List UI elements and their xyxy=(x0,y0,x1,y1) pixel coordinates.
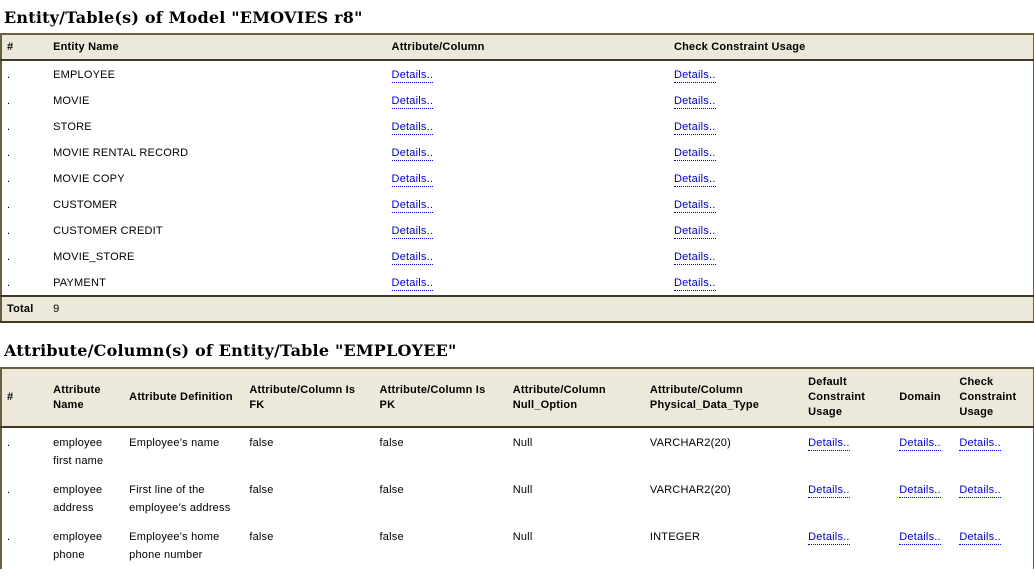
attribute-details-link[interactable]: Details.. xyxy=(391,147,434,159)
attribute-details-cell xyxy=(387,87,669,113)
check-details-cell xyxy=(669,87,1034,113)
table-row xyxy=(1,427,1034,475)
domain-details-cell xyxy=(894,475,954,522)
domain-details-link[interactable]: Details.. xyxy=(899,484,941,496)
domain-details-link[interactable]: Details.. xyxy=(899,437,941,449)
row-number: . xyxy=(7,251,11,263)
row-number: . xyxy=(7,277,11,289)
entities-header-row xyxy=(1,34,1034,60)
check-details-link[interactable]: Details.. xyxy=(673,199,716,211)
attribute-is-fk: false xyxy=(249,484,274,496)
entities-section-title: Entity/Table(s) of Model "EMOVIES r8" xyxy=(4,8,363,27)
table-row xyxy=(1,165,1034,191)
check-details-cell xyxy=(669,269,1034,296)
check-details-link[interactable]: Details.. xyxy=(673,251,716,263)
check-details-cell xyxy=(669,217,1034,243)
attribute-details-cell xyxy=(387,243,669,269)
attributes-table xyxy=(0,367,1034,569)
entity-name: CUSTOMER CREDIT xyxy=(53,225,163,237)
default-details-cell xyxy=(803,522,894,569)
entities-col-check: Check Constraint Usage xyxy=(669,34,1034,60)
row-number: . xyxy=(7,173,11,185)
check-details-cell xyxy=(669,191,1034,217)
check-details-cell xyxy=(954,427,1033,475)
attribute-details-cell xyxy=(387,139,669,165)
check-details-cell xyxy=(669,60,1034,87)
table-row xyxy=(1,113,1034,139)
attribute-details-link[interactable]: Details.. xyxy=(391,173,434,185)
default-details-cell xyxy=(803,427,894,475)
attribute-details-link[interactable]: Details.. xyxy=(391,199,434,211)
row-number: . xyxy=(7,531,11,543)
check-details-link[interactable]: Details.. xyxy=(959,437,1001,449)
check-details-link[interactable]: Details.. xyxy=(673,95,716,107)
attribute-details-cell xyxy=(387,269,669,296)
attributes-col-name: Attribute Name xyxy=(48,368,124,427)
default-details-link[interactable]: Details.. xyxy=(808,484,850,496)
check-details-link[interactable]: Details.. xyxy=(673,277,716,289)
attribute-is-fk: false xyxy=(249,531,274,543)
attribute-definition: First line of the employee’s address xyxy=(129,484,231,514)
entities-col-attribute: Attribute/Column xyxy=(387,34,669,60)
check-details-cell xyxy=(954,522,1033,569)
attribute-details-cell xyxy=(387,191,669,217)
entity-name: MOVIE_STORE xyxy=(53,251,135,263)
table-row xyxy=(1,475,1034,522)
attribute-is-pk: false xyxy=(379,484,404,496)
check-details-link[interactable]: Details.. xyxy=(673,173,716,185)
default-details-link[interactable]: Details.. xyxy=(808,531,850,543)
attribute-null-option: Null xyxy=(512,484,533,496)
check-details-cell xyxy=(669,165,1034,191)
entities-table xyxy=(0,33,1034,323)
entity-name: MOVIE COPY xyxy=(53,173,125,185)
attribute-is-fk: false xyxy=(249,437,274,449)
attributes-col-num: # xyxy=(1,368,48,427)
attribute-details-link[interactable]: Details.. xyxy=(391,225,434,237)
table-row xyxy=(1,191,1034,217)
row-number: . xyxy=(7,225,11,237)
attribute-name: employee first name xyxy=(53,437,104,467)
check-details-link[interactable]: Details.. xyxy=(959,531,1001,543)
attribute-definition: Employee’s name xyxy=(129,437,220,449)
attributes-header-row xyxy=(1,368,1034,427)
domain-details-cell xyxy=(894,427,954,475)
attribute-null-option: Null xyxy=(512,437,533,449)
entities-col-name: Entity Name xyxy=(48,34,386,60)
table-row xyxy=(1,217,1034,243)
attribute-details-link[interactable]: Details.. xyxy=(391,251,434,263)
entity-name: CUSTOMER xyxy=(53,199,118,211)
row-number: . xyxy=(7,484,11,496)
attribute-details-link[interactable]: Details.. xyxy=(391,95,434,107)
default-details-link[interactable]: Details.. xyxy=(808,437,850,449)
row-number: . xyxy=(7,121,11,133)
row-number: . xyxy=(7,437,11,449)
total-value: 9 xyxy=(48,296,1033,322)
entity-name: STORE xyxy=(53,121,92,133)
check-details-cell xyxy=(954,475,1033,522)
table-row xyxy=(1,87,1034,113)
domain-details-cell xyxy=(894,522,954,569)
row-number: . xyxy=(7,147,11,159)
entity-name: PAYMENT xyxy=(53,277,107,289)
table-row xyxy=(1,522,1034,569)
total-row xyxy=(1,296,1034,322)
table-row xyxy=(1,60,1034,87)
row-number: . xyxy=(7,95,11,107)
check-details-link[interactable]: Details.. xyxy=(673,69,716,81)
attribute-details-link[interactable]: Details.. xyxy=(391,69,434,81)
check-details-link[interactable]: Details.. xyxy=(673,121,716,133)
attribute-details-cell xyxy=(387,60,669,87)
attribute-details-cell xyxy=(387,165,669,191)
entity-name: MOVIE xyxy=(53,95,90,107)
entity-name: EMPLOYEE xyxy=(53,69,116,81)
table-row xyxy=(1,139,1034,165)
attribute-is-pk: false xyxy=(379,437,404,449)
attribute-name: employee address xyxy=(53,484,103,514)
check-details-cell xyxy=(669,113,1034,139)
check-details-cell xyxy=(669,139,1034,165)
row-number: . xyxy=(7,199,11,211)
attribute-details-link[interactable]: Details.. xyxy=(391,277,434,289)
attribute-details-cell xyxy=(387,113,669,139)
check-details-link[interactable]: Details.. xyxy=(959,484,1001,496)
attributes-col-is-fk: Attribute/Column Is FK xyxy=(244,368,374,427)
table-row xyxy=(1,269,1034,296)
attributes-col-data-type: Attribute/Column Physical_Data_Type xyxy=(645,368,803,427)
entities-col-num: # xyxy=(1,34,48,60)
attribute-definition: Employee’s home phone number xyxy=(129,531,220,561)
check-details-cell xyxy=(669,243,1034,269)
attribute-data-type: VARCHAR2(20) xyxy=(649,484,731,496)
check-details-link[interactable]: Details.. xyxy=(673,147,716,159)
attributes-col-definition: Attribute Definition xyxy=(124,368,244,427)
attributes-col-default-usage: Default Constraint Usage xyxy=(803,368,894,427)
default-details-cell xyxy=(803,475,894,522)
attribute-data-type: VARCHAR2(20) xyxy=(649,437,731,449)
table-row xyxy=(1,243,1034,269)
attributes-col-check-usage: Check Constraint Usage xyxy=(954,368,1033,427)
attributes-col-null-option: Attribute/Column Null_Option xyxy=(508,368,645,427)
total-label: Total xyxy=(1,296,48,322)
row-number: . xyxy=(7,69,11,81)
attribute-name: employee phone xyxy=(53,531,103,561)
attribute-is-pk: false xyxy=(379,531,404,543)
attribute-data-type: INTEGER xyxy=(649,531,701,543)
attributes-col-domain: Domain xyxy=(894,368,954,427)
domain-details-link[interactable]: Details.. xyxy=(899,531,941,543)
attribute-null-option: Null xyxy=(512,531,533,543)
attribute-details-link[interactable]: Details.. xyxy=(391,121,434,133)
attributes-col-is-pk: Attribute/Column Is PK xyxy=(375,368,508,427)
attribute-details-cell xyxy=(387,217,669,243)
attributes-section-title: Attribute/Column(s) of Entity/Table "EMPLOYEE" xyxy=(4,341,457,360)
entity-name: MOVIE RENTAL RECORD xyxy=(53,147,189,159)
check-details-link[interactable]: Details.. xyxy=(673,225,716,237)
